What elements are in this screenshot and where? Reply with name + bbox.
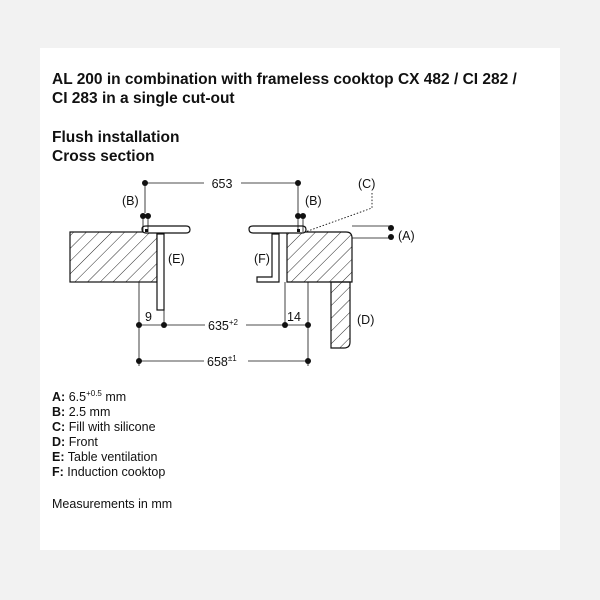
legend bbox=[52, 390, 165, 480]
right-countertop bbox=[287, 232, 352, 282]
dimension-653-label: 653 bbox=[211, 177, 233, 191]
callout-e: (E) bbox=[168, 252, 185, 266]
diagram-subtitle: Flush installation Cross section bbox=[52, 129, 180, 165]
measurement-note: Measurements in mm bbox=[52, 497, 173, 511]
front-panel bbox=[331, 282, 350, 348]
legend-item: F: Induction cooktop bbox=[52, 465, 166, 479]
legend-item: E: Table ventilation bbox=[52, 450, 158, 464]
legend-item: A: $6.5^{+0.5}$ mm bbox=[52, 388, 127, 404]
dimension-635-label: $635^{+2}$ bbox=[208, 318, 238, 333]
callout-b-left: (B) bbox=[122, 194, 139, 208]
callout-b-right: (B) bbox=[305, 194, 322, 208]
legend-item: B: 2.5 mm bbox=[52, 405, 111, 419]
dimension-a bbox=[352, 225, 415, 243]
callout-d: (D) bbox=[357, 313, 375, 327]
legend-item: C: Fill with silicone bbox=[52, 420, 156, 434]
dimension-658-label: $658^{\pm 1}$ bbox=[207, 354, 237, 369]
callout-c: (C) bbox=[358, 177, 376, 191]
left-countertop bbox=[70, 232, 157, 282]
dimension-653 bbox=[142, 177, 301, 213]
dimension-658 bbox=[136, 354, 311, 369]
dimension-9-label: 9 bbox=[145, 310, 152, 324]
legend-item: D: Front bbox=[52, 435, 98, 449]
diagram-title: AL 200 in combination with frameless cooktop CX 482 / CI 282 / CI 283 in a single cut-out bbox=[52, 71, 517, 107]
callout-a: (A) bbox=[398, 229, 415, 243]
callout-f: (F) bbox=[254, 252, 270, 266]
dimension-14-label: 14 bbox=[287, 310, 301, 324]
